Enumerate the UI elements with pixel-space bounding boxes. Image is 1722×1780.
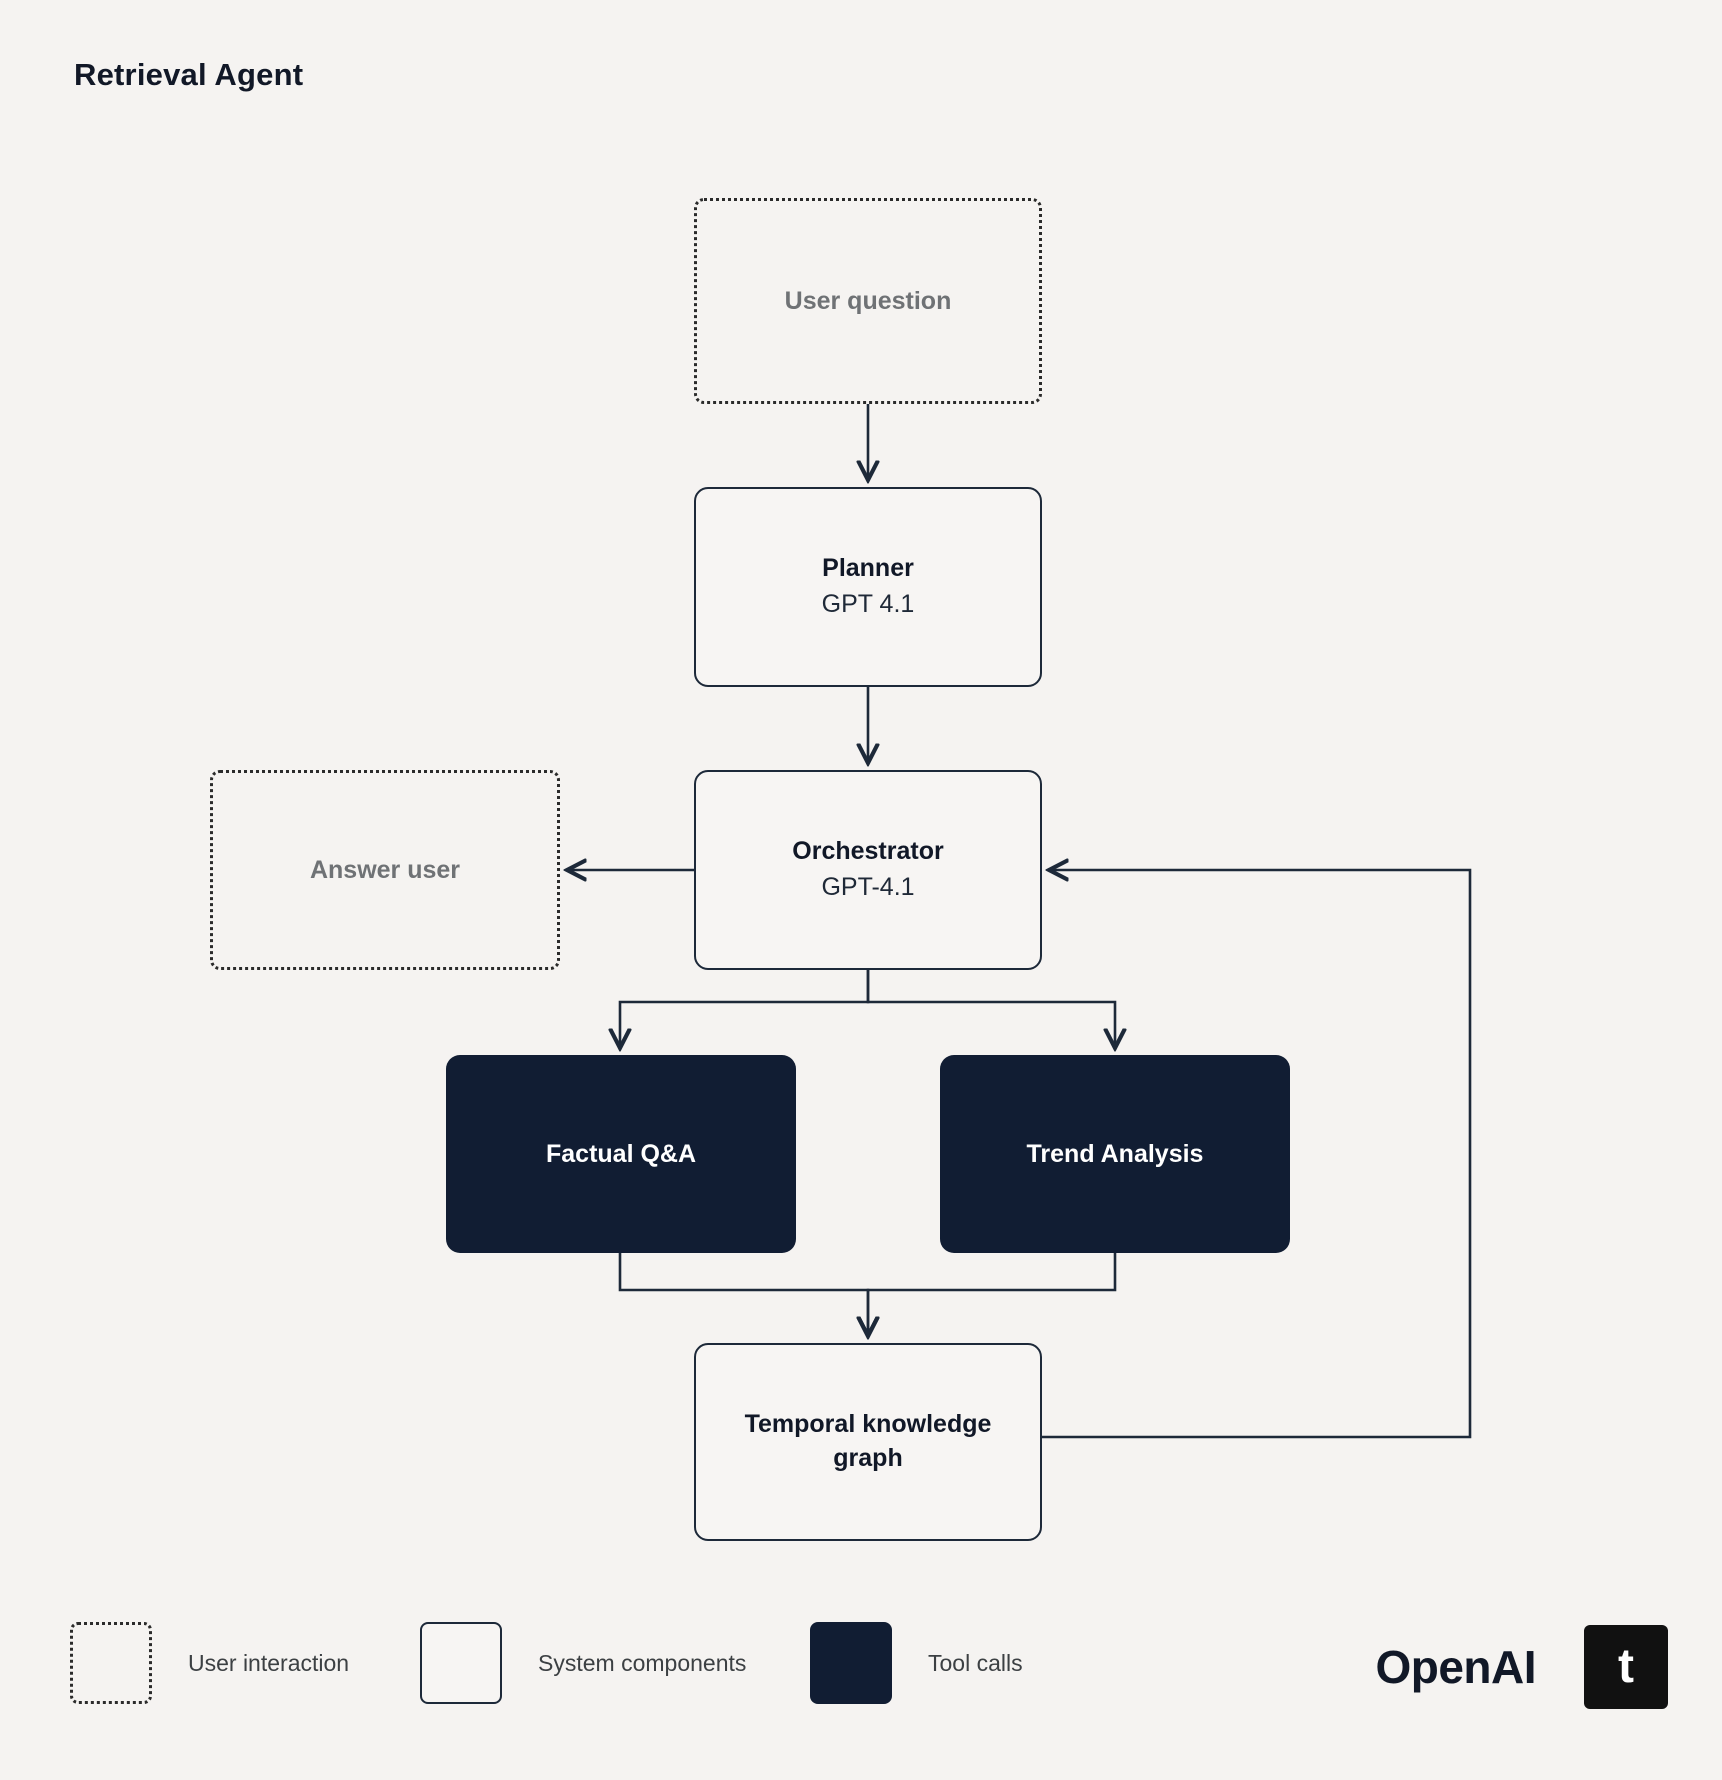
node-answer-user[interactable] xyxy=(210,770,560,970)
legend-swatch-dark xyxy=(810,1622,892,1704)
legend-item-user-interaction xyxy=(70,1622,349,1704)
page-title: Retrieval Agent xyxy=(74,57,304,92)
node-trend-analysis[interactable] xyxy=(940,1055,1290,1253)
legend-item-tool-calls xyxy=(810,1622,1023,1704)
node-orchestrator-model: GPT-4.1 xyxy=(821,873,915,901)
partner-logo-mark: t xyxy=(1584,1625,1668,1709)
node-orchestrator-label: Orchestrator xyxy=(792,837,944,866)
node-temporal-line1: Temporal knowledge xyxy=(744,1410,992,1439)
node-user-question-label: User question xyxy=(784,286,952,315)
node-temporal-knowledge-graph[interactable] xyxy=(694,1343,1042,1541)
legend-swatch-solid xyxy=(420,1622,502,1704)
node-answer-user-label: Answer user xyxy=(309,855,461,884)
node-factual-qa[interactable] xyxy=(446,1055,796,1253)
node-temporal-line2: graph xyxy=(833,1444,903,1472)
node-planner[interactable] xyxy=(694,487,1042,687)
node-planner-model: GPT 4.1 xyxy=(821,590,915,618)
node-planner-label: Planner xyxy=(822,554,914,583)
legend-swatch-dotted xyxy=(70,1622,152,1704)
legend-item-system-components xyxy=(420,1622,746,1704)
legend-label-user-interaction: User interaction xyxy=(188,1649,350,1676)
node-user-question[interactable] xyxy=(694,198,1042,404)
openai-wordmark: OpenAI xyxy=(1375,1641,1536,1693)
legend-label-system-components: System components xyxy=(538,1649,747,1676)
node-trend-analysis-label: Trend Analysis xyxy=(1026,1139,1204,1168)
brand-row xyxy=(1375,1625,1668,1709)
node-orchestrator[interactable] xyxy=(694,770,1042,970)
node-factual-qa-label: Factual Q&A xyxy=(545,1139,697,1168)
legend-label-tool-calls: Tool calls xyxy=(928,1649,1023,1676)
